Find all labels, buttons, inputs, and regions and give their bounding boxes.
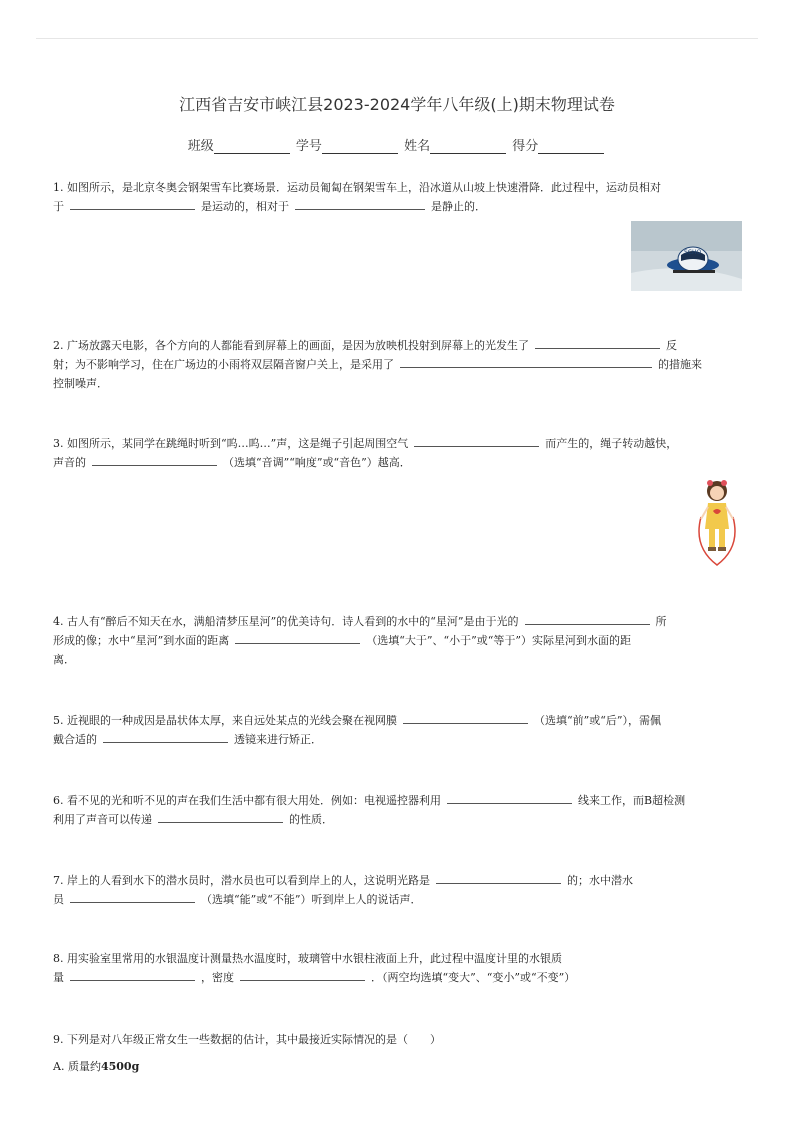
header-rule bbox=[36, 38, 758, 39]
answer-blank[interactable] bbox=[70, 198, 195, 210]
name-label: 姓名 bbox=[404, 139, 431, 154]
question-6: 6. 看不见的光和听不见的声在我们生活中都有很大用处．例如：电视遥控器利用 线来工作，而B超检测 利用了声音可以传递 的性质． bbox=[53, 794, 686, 826]
skeleton-sled-photo bbox=[631, 221, 742, 291]
answer-blank[interactable] bbox=[158, 811, 283, 823]
question-3: 3. 如图所示，某同学在跳绳时听到“呜…呜…”声，这是绳子引起周围空气 而产生的，绳子转动越快， 声音的 （选填“音调”“响度”或“音色”）越高． bbox=[53, 437, 678, 469]
class-blank[interactable] bbox=[214, 139, 290, 154]
answer-blank[interactable] bbox=[92, 454, 217, 466]
score-blank[interactable] bbox=[538, 139, 604, 154]
answer-blank[interactable] bbox=[240, 969, 365, 981]
score-label: 得分 bbox=[512, 139, 539, 154]
question-4: 4. 古人有“醉后不知天在水，满船清梦压星河”的优美诗句．诗人看到的水中的“星河”是由于光的 所 形成的像；水中“星河”到水面的距离 （选填“大于”、“小于”或“等于”）实际星河到水面的距 离． bbox=[53, 615, 667, 666]
question-7: 7. 岸上的人看到水下的潜水员时，潜水员也可以看到岸上的人，这说明光路是 的；水中潜水 员 （选填“能”或“不能”）听到岸上人的说话声． bbox=[53, 874, 633, 906]
jump-rope-girl-picture bbox=[693, 477, 741, 569]
answer-blank[interactable] bbox=[400, 356, 652, 368]
question-8: 8. 用实验室里常用的水银温度计测量热水温度时，玻璃管中水银柱液面上升，此过程中温度计里的水银质 量 ，密度 ．（两空均选填“变大”、“变小”或“不变”） bbox=[53, 952, 576, 984]
answer-blank[interactable] bbox=[70, 891, 195, 903]
question-1: 1. 如图所示，是北京冬奥会钢架雪车比赛场景．运动员匍匐在钢架雪车上，沿冰道从山坡上快速滑降．此过程中，运动员相对 于 是运动的，相对于 是静止的． bbox=[53, 181, 661, 213]
answer-blank[interactable] bbox=[525, 613, 650, 625]
student-info-line bbox=[0, 135, 794, 154]
page-title: 江西省吉安市峡江县2023-2024学年八年级(上)期末物理试卷 bbox=[179, 95, 615, 114]
answer-blank[interactable] bbox=[403, 712, 528, 724]
answer-blank[interactable] bbox=[70, 969, 195, 981]
id-blank[interactable] bbox=[322, 139, 398, 154]
svg-text:SCHO: SCHO bbox=[684, 249, 702, 256]
answer-blank[interactable] bbox=[535, 337, 660, 349]
id-label: 学号 bbox=[295, 139, 322, 154]
question-9: 9. 下列是对八年级正常女生一些数据的估计，其中最接近实际情况的是（ ） bbox=[53, 1033, 441, 1046]
answer-blank[interactable] bbox=[295, 198, 425, 210]
question-5: 5. 近视眼的一种成因是晶状体太厚，来自远处某点的光线会聚在视网膜 （选填“前”或“后”），需佩 戴合适的 透镜来进行矫正． bbox=[53, 714, 661, 746]
answer-blank[interactable] bbox=[414, 435, 539, 447]
option-a[interactable]: A. 质量约4500g bbox=[53, 1060, 140, 1073]
answer-blank[interactable] bbox=[103, 731, 228, 743]
answer-blank[interactable] bbox=[235, 632, 360, 644]
answer-blank[interactable] bbox=[447, 792, 572, 804]
question-2: 2. 广场放露天电影，各个方向的人都能看到屏幕上的画面，是因为放映机投射到屏幕上的光发生了 反 射；为不影响学习，住在广场边的小雨将双层隔音窗户关上，是采用了 的措施来 控制噪声． bbox=[53, 339, 702, 390]
name-blank[interactable] bbox=[430, 139, 506, 154]
answer-blank[interactable] bbox=[436, 872, 561, 884]
class-label: 班级 bbox=[187, 139, 214, 154]
